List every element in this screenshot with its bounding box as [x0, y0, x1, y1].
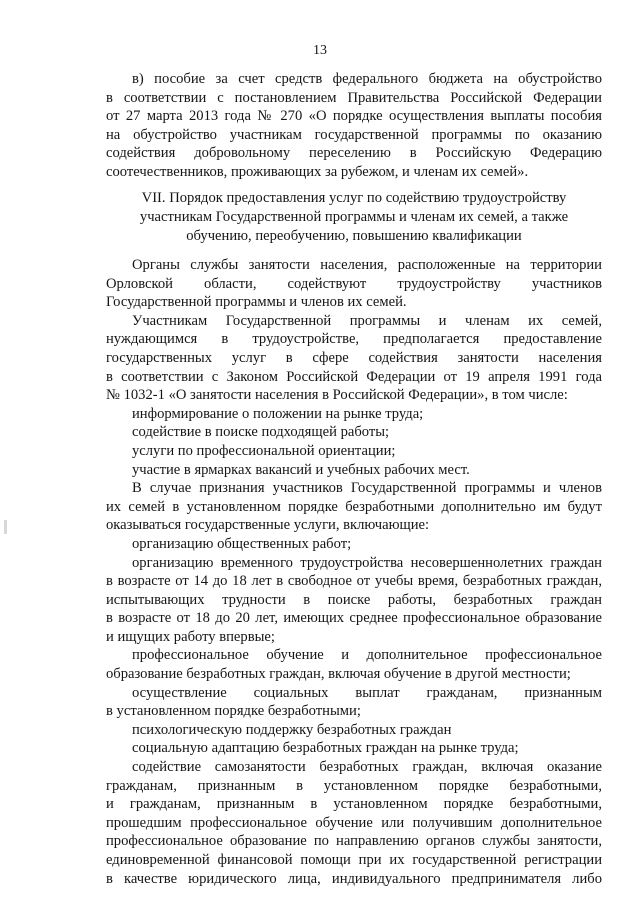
text-line: Государственной программы и членов их семей. [106, 294, 407, 311]
text-line: испытывающих трудности в поиске работы, безработных граждан [106, 591, 602, 608]
text-line: осуществление социальных выплат гражданам, признанным [132, 684, 602, 701]
text-line: в качестве юридического лица, индивидуального предпринимателя либо [106, 870, 602, 887]
heading-line: обучению, переобучению, повышению квалификации [186, 228, 522, 244]
text-line: гражданам, признанным в установленном порядке безработными, [106, 777, 602, 794]
text-line: оказываться государственные услуги, включающие: [106, 517, 430, 534]
list-item: содействие в поиске подходящей работы; [132, 424, 390, 441]
page-number: 13 [313, 43, 327, 58]
heading-line: VII. Порядок предоставления услуг по содействию трудоустройству [141, 190, 567, 206]
text-line: Органы службы занятости населения, расположенные на территории [132, 257, 602, 273]
text-line: и ищущих работу впервые; [106, 628, 275, 645]
text-line: организацию временного трудоустройства несовершеннолетних граждан [132, 554, 602, 571]
text-line: соотечественников, проживающих за рубежом, и членам их семей». [106, 163, 529, 180]
section-heading [106, 189, 602, 246]
text-line: Участникам Государственной программы и членам их семей, [132, 312, 602, 329]
scan-mark [4, 520, 7, 534]
text-line: в соответствии с Законом Российской Федерации от 19 апреля 1991 года [106, 368, 602, 385]
heading-line: участникам Государственной программы и членам их семей, а также [139, 209, 569, 225]
text-line: от 27 марта 2013 года № 270 «О порядке осуществления выплаты пособия [106, 108, 602, 125]
text-line: в) пособие за счет средств федерального бюджета на обустройство [132, 71, 602, 87]
text-line: профессиональное обучение и дополнительное профессиональное [132, 647, 602, 664]
text-line: № 1032-1 «О занятости населения в Российской Федерации», в том числе: [106, 387, 568, 404]
text-line: и гражданам, признанным в установленном порядке безработными, [106, 796, 602, 813]
list-item: участие в ярмарках вакансий и учебных рабочих мест. [132, 461, 470, 478]
list-item: социальную адаптацию безработных граждан на рынке труда; [132, 740, 519, 757]
text-line: содействия добровольному переселению в Российскую Федерацию [106, 145, 602, 162]
list-item: психологическую поддержку безработных граждан [132, 721, 452, 738]
text-line: содействие самозанятости безработных граждан, включая оказание [132, 759, 602, 776]
text-line: государственных услуг в сфере содействия занятости населения [106, 349, 602, 366]
text-line: прошедшим профессиональное обучение или получившим дополнительное [106, 814, 602, 831]
list-item: услуги по профессиональной ориентации; [132, 442, 396, 459]
list-item: информирование о положении на рынке труда; [132, 405, 424, 422]
text-line: в возрасте от 18 до 20 лет, имеющих среднее профессиональное образование [106, 610, 602, 627]
text-line: Орловской области, содействуют трудоустройству участников [106, 275, 602, 292]
text-line: образование безработных граждан, включая обучение в другой местности; [106, 666, 571, 683]
text-line: профессиональное образование по направлению органов службы занятости, [106, 833, 602, 850]
text-line: в возрасте от 14 до 18 лет в свободное от учебы время, безработных граждан, [106, 573, 602, 590]
text-line: единовременной финансовой помощи при их государственной регистрации [106, 852, 602, 868]
text-line: в соответствии с постановлением Правительства Российской Федерации [106, 89, 602, 106]
text-line: нуждающимся в трудоустройстве, предполагается предоставление [106, 331, 602, 348]
text-line: в установленном порядке безработными; [106, 703, 361, 720]
text-line: В случае признания участников Государственной программы и членов [132, 480, 602, 497]
text-line: их семей в установленном порядке безработными дополнительно им будут [106, 498, 602, 515]
list-item: организацию общественных работ; [132, 535, 352, 552]
text-line: на обустройство участникам государственной программы по оказанию [106, 126, 602, 143]
paragraph-employment-organs [106, 256, 602, 888]
paragraph-allowance [106, 70, 602, 182]
